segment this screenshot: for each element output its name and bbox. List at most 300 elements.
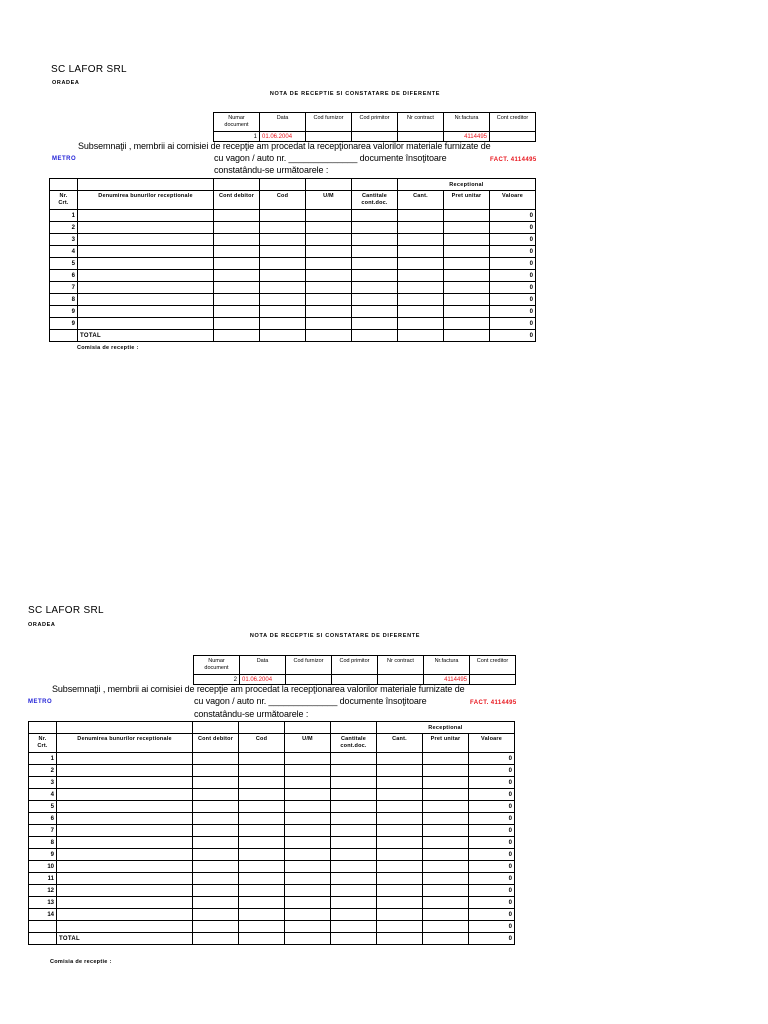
document-quantity-cell: [331, 765, 377, 777]
item-code-group-cell: [239, 722, 285, 734]
doc-header-values-row: [194, 675, 516, 685]
value-cell: 0: [469, 885, 515, 897]
row-number-header: [50, 191, 78, 210]
received-quantity-header: [398, 191, 444, 210]
table-group-header-row: [29, 722, 515, 734]
item-name-cell: [78, 234, 214, 246]
debit-account-cell: [193, 753, 239, 765]
item-code-cell: [239, 909, 285, 921]
item-name-group-cell: [78, 179, 214, 191]
item-code-cell: [260, 234, 306, 246]
unit-of-measure-cell: [285, 813, 331, 825]
item-code-cell: [239, 873, 285, 885]
received-quantity-cell: [377, 909, 423, 921]
debit-account-cell: [193, 801, 239, 813]
document-quantity-cell: [352, 294, 398, 306]
invoice-number-label: Nr.factura: [454, 115, 479, 121]
debit-account-cell: [214, 282, 260, 294]
received-quantity-cell: [398, 270, 444, 282]
row-number: 1: [29, 753, 57, 765]
invoice-number-label-cell: [444, 113, 490, 132]
date-label: Data: [276, 115, 289, 121]
unit-price-cell: [444, 318, 490, 330]
table-row: [50, 270, 536, 282]
document-quantity-cell: [352, 330, 398, 342]
row-number-cell: [29, 933, 57, 945]
unit-price-cell: [444, 294, 490, 306]
item-code-header: [239, 734, 285, 753]
intro-line-1: Subsemnaţii , membrii ai comisiei de recepţie am procedat la recepţionarea valorilor materiale furnizate de: [78, 141, 491, 151]
document-quantity-cell: [331, 861, 377, 873]
table-row: [29, 777, 515, 789]
items-table: [49, 178, 536, 342]
item-code-cell: [260, 318, 306, 330]
document-quantity-cell: [331, 921, 377, 933]
debit-account-cell: [214, 222, 260, 234]
document-quantity-cell: [331, 873, 377, 885]
unit-of-measure-cell: [306, 306, 352, 318]
table-header-row: [29, 734, 515, 753]
value-cell: 0: [469, 801, 515, 813]
credit-account-label: Cont creditor: [476, 658, 509, 664]
unit-price-cell: [423, 885, 469, 897]
received-quantity-cell: [377, 825, 423, 837]
unit-of-measure-cell: [285, 873, 331, 885]
document-quantity-cell: [331, 825, 377, 837]
row-number-header-label: Nr. Crt.: [58, 193, 69, 206]
item-code-cell: [260, 294, 306, 306]
value-cell: 0: [469, 813, 515, 825]
row-number-header: [29, 734, 57, 753]
contract-number-label: Nr contract: [387, 658, 414, 664]
table-row: [50, 294, 536, 306]
unit-price-cell: [423, 861, 469, 873]
row-number-group-cell: [29, 722, 57, 734]
item-code-group-cell: [260, 179, 306, 191]
value-cell: 0: [469, 825, 515, 837]
document-quantity-cell: [331, 909, 377, 921]
item-code-cell: [239, 933, 285, 945]
contract-number-value: [398, 132, 444, 142]
document-quantity-cell: [352, 234, 398, 246]
value-cell: 0: [469, 921, 515, 933]
item-code-header-label: Cod: [276, 193, 289, 199]
debit-account-cell: [193, 849, 239, 861]
debit-account-group-cell: [214, 179, 260, 191]
row-number: 10: [29, 861, 57, 873]
invoice-number-label-cell: [424, 656, 470, 675]
table-row: [50, 246, 536, 258]
unit-price-cell: [444, 246, 490, 258]
unit-of-measure-cell: [285, 777, 331, 789]
debit-account-cell: [214, 306, 260, 318]
item-name-cell: [57, 753, 193, 765]
company-city: ORADEA: [28, 622, 56, 628]
received-quantity-cell: [377, 873, 423, 885]
item-code-cell: [260, 270, 306, 282]
unit-of-measure-cell: [285, 765, 331, 777]
item-code-cell: [239, 777, 285, 789]
value-cell: 0: [469, 849, 515, 861]
item-name-cell: [57, 885, 193, 897]
item-name-header-label: Denumirea bunurilor receptionale: [77, 736, 172, 742]
table-row: [29, 861, 515, 873]
total-label: TOTAL: [78, 330, 214, 342]
received-quantity-cell: [398, 222, 444, 234]
received-quantity-cell: [377, 897, 423, 909]
received-quantity-cell: [377, 789, 423, 801]
item-name-header-label: Denumirea bunurilor receptionale: [98, 193, 193, 199]
item-code-cell: [260, 330, 306, 342]
value-cell: 0: [490, 282, 536, 294]
item-name-cell: [57, 801, 193, 813]
unit-of-measure-cell: [306, 258, 352, 270]
item-code-cell: [260, 210, 306, 222]
total-value: 0: [469, 933, 515, 945]
supplier-code-label-cell: [286, 656, 332, 675]
row-number: [29, 921, 57, 933]
received-quantity-header: [377, 734, 423, 753]
table-row: [29, 813, 515, 825]
value-header-label: Valoare: [481, 736, 502, 742]
table-row: [50, 222, 536, 234]
item-name-header: [78, 191, 214, 210]
debit-account-cell: [193, 825, 239, 837]
date-label-cell: [260, 113, 306, 132]
intro-line-2: cu vagon / auto nr. ______________ documente însoţitoare: [194, 696, 427, 706]
debit-account-header-label: Cont debitor: [197, 736, 234, 742]
item-name-cell: [78, 258, 214, 270]
received-quantity-cell: [377, 765, 423, 777]
table-row: [50, 306, 536, 318]
document-quantity-cell: [352, 210, 398, 222]
item-name-cell: [57, 861, 193, 873]
unit-price-cell: [444, 222, 490, 234]
received-group-header: [398, 179, 536, 191]
document-quantity-cell: [352, 258, 398, 270]
item-code-cell: [260, 246, 306, 258]
item-name-cell: [57, 873, 193, 885]
unit-price-cell: [423, 921, 469, 933]
value-cell: 0: [490, 258, 536, 270]
unit-price-header-label: Pret unitar: [430, 736, 461, 742]
row-number: 4: [50, 246, 78, 258]
item-name-cell: [57, 765, 193, 777]
credit-account-label-cell: [470, 656, 516, 675]
item-name-cell: [78, 210, 214, 222]
value-cell: 0: [469, 753, 515, 765]
row-number-header-label: Nr. Crt.: [37, 736, 48, 749]
document-number-label: Numar document: [204, 658, 229, 671]
document-number-label: Numar document: [224, 115, 249, 128]
item-name-cell: [57, 789, 193, 801]
supplier-code-value: [286, 675, 332, 685]
row-number: 9: [29, 849, 57, 861]
table-row: [50, 282, 536, 294]
table-row: [29, 801, 515, 813]
debit-account-cell: [193, 885, 239, 897]
document-quantity-cell: [352, 306, 398, 318]
document-quantity-cell: [352, 282, 398, 294]
item-name-cell: [57, 825, 193, 837]
table-row: [29, 897, 515, 909]
unit-of-measure-header-label: U/M: [302, 736, 313, 742]
value-header: [490, 191, 536, 210]
received-quantity-cell: [377, 753, 423, 765]
unit-of-measure-cell: [285, 801, 331, 813]
unit-price-cell: [423, 837, 469, 849]
table-row: [50, 258, 536, 270]
value-cell: 0: [490, 210, 536, 222]
invoice-number-label: Nr.factura: [434, 658, 459, 664]
table-row: [29, 885, 515, 897]
item-code-cell: [239, 753, 285, 765]
document-quantity-cell: [331, 885, 377, 897]
receiver-code-label: Cod primitor: [359, 115, 390, 121]
total-label: TOTAL: [57, 933, 193, 945]
commission-label: Comisia de receptie :: [77, 345, 139, 351]
unit-of-measure-group-cell: [285, 722, 331, 734]
row-number: 7: [50, 282, 78, 294]
item-name-header: [57, 734, 193, 753]
document-quantity-group-cell: [331, 722, 377, 734]
reception-note-copy-1: [0, 0, 768, 380]
debit-account-cell: [193, 909, 239, 921]
item-code-cell: [260, 222, 306, 234]
value-header-label: Valoare: [502, 193, 523, 199]
date-label: Data: [256, 658, 269, 664]
unit-of-measure-cell: [285, 837, 331, 849]
debit-account-cell: [214, 318, 260, 330]
table-row: [29, 873, 515, 885]
row-number: 3: [29, 777, 57, 789]
debit-account-cell: [214, 246, 260, 258]
document-quantity-cell: [352, 222, 398, 234]
received-quantity-cell: [377, 921, 423, 933]
debit-account-cell: [193, 837, 239, 849]
debit-account-cell: [193, 921, 239, 933]
unit-price-header: [444, 191, 490, 210]
unit-of-measure-cell: [306, 222, 352, 234]
document-quantity-cell: [352, 246, 398, 258]
receiver-code-label-cell: [352, 113, 398, 132]
value-cell: 0: [490, 294, 536, 306]
item-code-cell: [239, 837, 285, 849]
received-quantity-cell: [398, 258, 444, 270]
unit-of-measure-cell: [306, 330, 352, 342]
document-quantity-cell: [331, 789, 377, 801]
value-cell: 0: [469, 861, 515, 873]
date-value: 01.06.2004: [240, 675, 286, 685]
invoice-number-value: 4114495: [424, 675, 470, 685]
unit-price-header: [423, 734, 469, 753]
unit-of-measure-cell: [285, 849, 331, 861]
receiver-code-value: [352, 132, 398, 142]
unit-of-measure-group-cell: [306, 179, 352, 191]
item-code-cell: [239, 849, 285, 861]
item-name-cell: [57, 813, 193, 825]
received-quantity-cell: [377, 861, 423, 873]
item-code-cell: [260, 306, 306, 318]
item-code-cell: [260, 282, 306, 294]
row-number-cell: [50, 330, 78, 342]
value-cell: 0: [490, 222, 536, 234]
debit-account-cell: [193, 933, 239, 945]
receiver-code-value: [332, 675, 378, 685]
commission-label: Comisia de receptie :: [50, 959, 112, 965]
value-cell: 0: [490, 270, 536, 282]
value-cell: 0: [469, 777, 515, 789]
intro-line-3: constatându-se următoarele :: [214, 165, 329, 175]
supplier-name: METRO: [28, 699, 53, 705]
unit-of-measure-cell: [306, 270, 352, 282]
credit-account-value: [490, 132, 536, 142]
received-quantity-cell: [377, 885, 423, 897]
receiver-code-label-cell: [332, 656, 378, 675]
received-quantity-cell: [377, 813, 423, 825]
unit-of-measure-header: [285, 734, 331, 753]
document-quantity-cell: [331, 777, 377, 789]
debit-account-cell: [193, 789, 239, 801]
debit-account-cell: [214, 234, 260, 246]
value-header: [469, 734, 515, 753]
document-title: NOTA DE RECEPTIE SI CONSTATARE DE DIFERENTE: [269, 91, 441, 97]
unit-price-cell: [444, 270, 490, 282]
contract-number-label: Nr contract: [407, 115, 434, 121]
received-quantity-cell: [398, 210, 444, 222]
unit-price-cell: [444, 258, 490, 270]
row-number: 5: [50, 258, 78, 270]
row-number: 5: [29, 801, 57, 813]
item-name-cell: [78, 270, 214, 282]
document-number-value: 2: [194, 675, 240, 685]
row-number: 8: [29, 837, 57, 849]
row-number: 2: [29, 765, 57, 777]
contract-number-value: [378, 675, 424, 685]
unit-of-measure-cell: [285, 861, 331, 873]
item-name-cell: [57, 777, 193, 789]
document-quantity-cell: [331, 897, 377, 909]
supplier-name: METRO: [52, 156, 77, 162]
debit-account-cell: [214, 270, 260, 282]
debit-account-cell: [214, 258, 260, 270]
unit-of-measure-cell: [306, 234, 352, 246]
value-cell: 0: [490, 318, 536, 330]
received-quantity-cell: [398, 294, 444, 306]
row-number: 9: [50, 306, 78, 318]
supplier-code-label-cell: [306, 113, 352, 132]
debit-account-header-label: Cont debitor: [218, 193, 255, 199]
item-name-cell: [78, 246, 214, 258]
unit-price-cell: [423, 789, 469, 801]
table-row: [50, 318, 536, 330]
unit-of-measure-cell: [285, 921, 331, 933]
unit-of-measure-cell: [306, 318, 352, 330]
value-cell: 0: [469, 837, 515, 849]
intro-line-2: cu vagon / auto nr. ______________ documente însoţitoare: [214, 153, 447, 163]
unit-of-measure-cell: [285, 909, 331, 921]
item-name-group-cell: [57, 722, 193, 734]
date-value: 01.06.2004: [260, 132, 306, 142]
table-row: [29, 789, 515, 801]
unit-price-cell: [423, 801, 469, 813]
debit-account-cell: [193, 861, 239, 873]
supplier-code-label: Cod furnizor: [313, 115, 344, 121]
document-quantity-header-label: Cantitale cont.doc.: [340, 736, 367, 749]
table-row: [29, 765, 515, 777]
row-number-group-cell: [50, 179, 78, 191]
row-number: 1: [50, 210, 78, 222]
received-quantity-cell: [377, 849, 423, 861]
item-name-cell: [78, 294, 214, 306]
row-number: 3: [50, 234, 78, 246]
contract-number-label-cell: [378, 656, 424, 675]
value-cell: 0: [469, 897, 515, 909]
item-code-cell: [239, 885, 285, 897]
item-name-cell: [57, 837, 193, 849]
row-number: 2: [50, 222, 78, 234]
document-quantity-header: [331, 734, 377, 753]
debit-account-cell: [193, 777, 239, 789]
value-cell: 0: [469, 909, 515, 921]
item-code-header: [260, 191, 306, 210]
supplier-code-label: Cod furnizor: [293, 658, 324, 664]
received-quantity-cell: [398, 246, 444, 258]
document-number-label-cell: [194, 656, 240, 675]
supplier-code-value: [306, 132, 352, 142]
table-header-row: [50, 191, 536, 210]
receiver-code-label: Cod primitor: [339, 658, 370, 664]
document-title: NOTA DE RECEPTIE SI CONSTATARE DE DIFERENTE: [249, 633, 421, 639]
debit-account-cell: [193, 873, 239, 885]
value-cell: 0: [490, 246, 536, 258]
document-quantity-cell: [331, 933, 377, 945]
item-code-cell: [239, 801, 285, 813]
table-row: [50, 210, 536, 222]
row-number: 8: [50, 294, 78, 306]
received-group-label: Receptional: [428, 724, 463, 731]
unit-of-measure-cell: [306, 246, 352, 258]
debit-account-cell: [214, 330, 260, 342]
received-quantity-cell: [377, 801, 423, 813]
unit-price-cell: [423, 753, 469, 765]
total-value: 0: [490, 330, 536, 342]
item-name-cell: [78, 306, 214, 318]
invoice-number-value: 4114495: [444, 132, 490, 142]
unit-of-measure-cell: [285, 789, 331, 801]
table-row: [29, 825, 515, 837]
row-number: 11: [29, 873, 57, 885]
item-name-cell: [78, 222, 214, 234]
unit-price-cell: [423, 933, 469, 945]
table-row: [29, 849, 515, 861]
doc-header-labels-row: [214, 113, 536, 132]
unit-price-cell: [444, 330, 490, 342]
table-group-header-row: [50, 179, 536, 191]
document-quantity-cell: [331, 801, 377, 813]
unit-price-cell: [423, 777, 469, 789]
item-code-header-label: Cod: [255, 736, 268, 742]
unit-price-cell: [444, 282, 490, 294]
unit-of-measure-cell: [285, 825, 331, 837]
document-quantity-cell: [352, 318, 398, 330]
document-quantity-cell: [331, 849, 377, 861]
row-number: 7: [29, 825, 57, 837]
unit-price-cell: [423, 765, 469, 777]
value-cell: 0: [469, 765, 515, 777]
table-row: [29, 909, 515, 921]
row-number: 6: [50, 270, 78, 282]
